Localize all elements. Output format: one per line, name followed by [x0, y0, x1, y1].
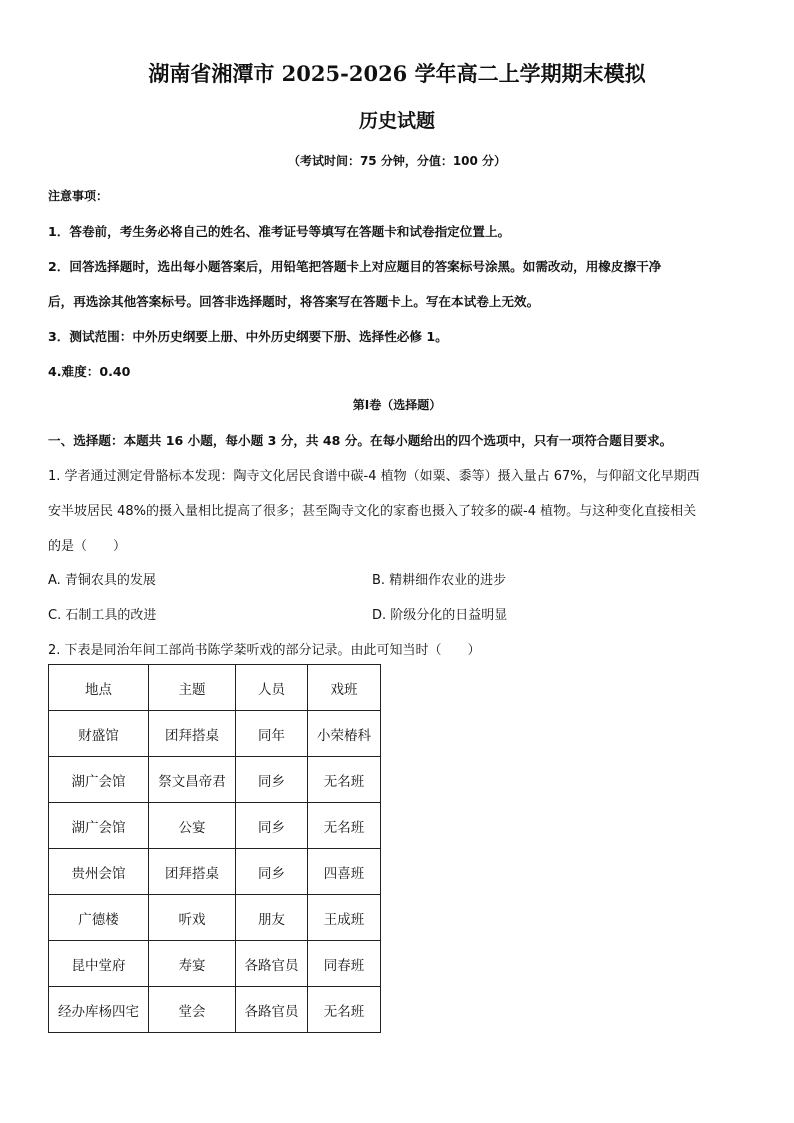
table-cell: 无名班: [308, 757, 381, 803]
table-row: [49, 849, 381, 895]
table-cell: 团拜搭桌: [149, 711, 236, 757]
table-cell: 四喜班: [308, 849, 381, 895]
question-1-option-c: C. 石制工具的改进: [48, 608, 157, 623]
table-cell: 堂会: [149, 987, 236, 1033]
notice-item-1: 1．答卷前，考生务必将自己的姓名、准考证号等填写在答题卡和试卷指定位置上。: [48, 224, 511, 239]
table-cell: 公宴: [149, 803, 236, 849]
table-cell: 同年: [236, 711, 308, 757]
table-cell: 财盛馆: [49, 711, 149, 757]
table-cell: 广德楼: [49, 895, 149, 941]
question-1-line-1: 1. 学者通过测定骨骼标本发现：陶寺文化居民食谱中碳-4 植物（如粟、黍等）摄入量占 67%，与仰韶文化早期西: [48, 469, 700, 484]
table-header-row: [49, 665, 381, 711]
table-cell: 昆中堂府: [49, 941, 149, 987]
notice-item-3: 3．测试范围：中外历史纲要上册、中外历史纲要下册、选择性必修 1。: [48, 329, 448, 344]
table-header-cell: 地点: [49, 665, 149, 711]
table-cell: 同乡: [236, 757, 308, 803]
table-row: [49, 803, 381, 849]
exam-subtitle: 历史试题: [358, 110, 435, 132]
table-cell: 经办库杨四宅: [49, 987, 149, 1033]
table-cell: 湖广会馆: [49, 757, 149, 803]
table-row: [49, 895, 381, 941]
question-1-option-a: A. 青铜农具的发展: [48, 573, 156, 588]
table-row: [49, 757, 381, 803]
table-cell: 听戏: [149, 895, 236, 941]
table-cell: 贵州会馆: [49, 849, 149, 895]
table-cell: 团拜搭桌: [149, 849, 236, 895]
table-header-cell: 戏班: [308, 665, 381, 711]
question-1-line-3: 的是（ ）: [48, 539, 127, 554]
question-1-line-2: 安半坡居民 48%的摄入量相比提高了很多；甚至陶寺文化的家畜也摄入了较多的碳-4 植物。与这种变化直接相关: [48, 504, 697, 519]
table-cell: 王成班: [308, 895, 381, 941]
table-cell: 无名班: [308, 803, 381, 849]
table-cell: 湖广会馆: [49, 803, 149, 849]
question-2-stem: 2. 下表是同治年间工部尚书陈学棻听戏的部分记录。由此可知当时（ ）: [48, 643, 481, 658]
table-row: [49, 711, 381, 757]
table-header-cell: 人员: [236, 665, 308, 711]
table-cell: 各路官员: [236, 941, 308, 987]
table-cell: 寿宴: [149, 941, 236, 987]
table-cell: 同春班: [308, 941, 381, 987]
table-row: [49, 941, 381, 987]
table-row: [49, 987, 381, 1033]
section-title: 第Ⅰ卷（选择题）: [352, 398, 442, 412]
exam-title: 湖南省湘潭市 2025-2026 学年高二上学期期末模拟: [148, 61, 646, 86]
notice-item-4: 4.难度：0.40: [48, 364, 131, 379]
table-cell: 祭文昌帝君: [149, 757, 236, 803]
table-cell: 朋友: [236, 895, 308, 941]
table-cell: 无名班: [308, 987, 381, 1033]
table-cell: 各路官员: [236, 987, 308, 1033]
table-cell: 同乡: [236, 803, 308, 849]
question-1-option-d: D. 阶级分化的日益明显: [372, 608, 508, 623]
exam-info: （考试时间：75 分钟，分值：100 分）: [287, 154, 507, 168]
table-header-cell: 主题: [149, 665, 236, 711]
notice-heading: 注意事项：: [48, 189, 109, 203]
question-2-table: [48, 664, 381, 1033]
notice-item-2-line-1: 2．回答选择题时，选出每小题答案后，用铅笔把答题卡上对应题目的答案标号涂黑。如需改动，用橡皮擦干净: [48, 259, 662, 274]
section-instructions: 一、选择题：本题共 16 小题，每小题 3 分，共 48 分。在每小题给出的四个选项中，只有一项符合题目要求。: [48, 433, 673, 448]
table-cell: 小荣椿科: [308, 711, 381, 757]
table-cell: 同乡: [236, 849, 308, 895]
notice-item-2-line-2: 后，再选涂其他答案标号。回答非选择题时，将答案写在答题卡上。写在本试卷上无效。: [48, 294, 540, 309]
question-1-option-b: B. 精耕细作农业的进步: [372, 573, 507, 588]
